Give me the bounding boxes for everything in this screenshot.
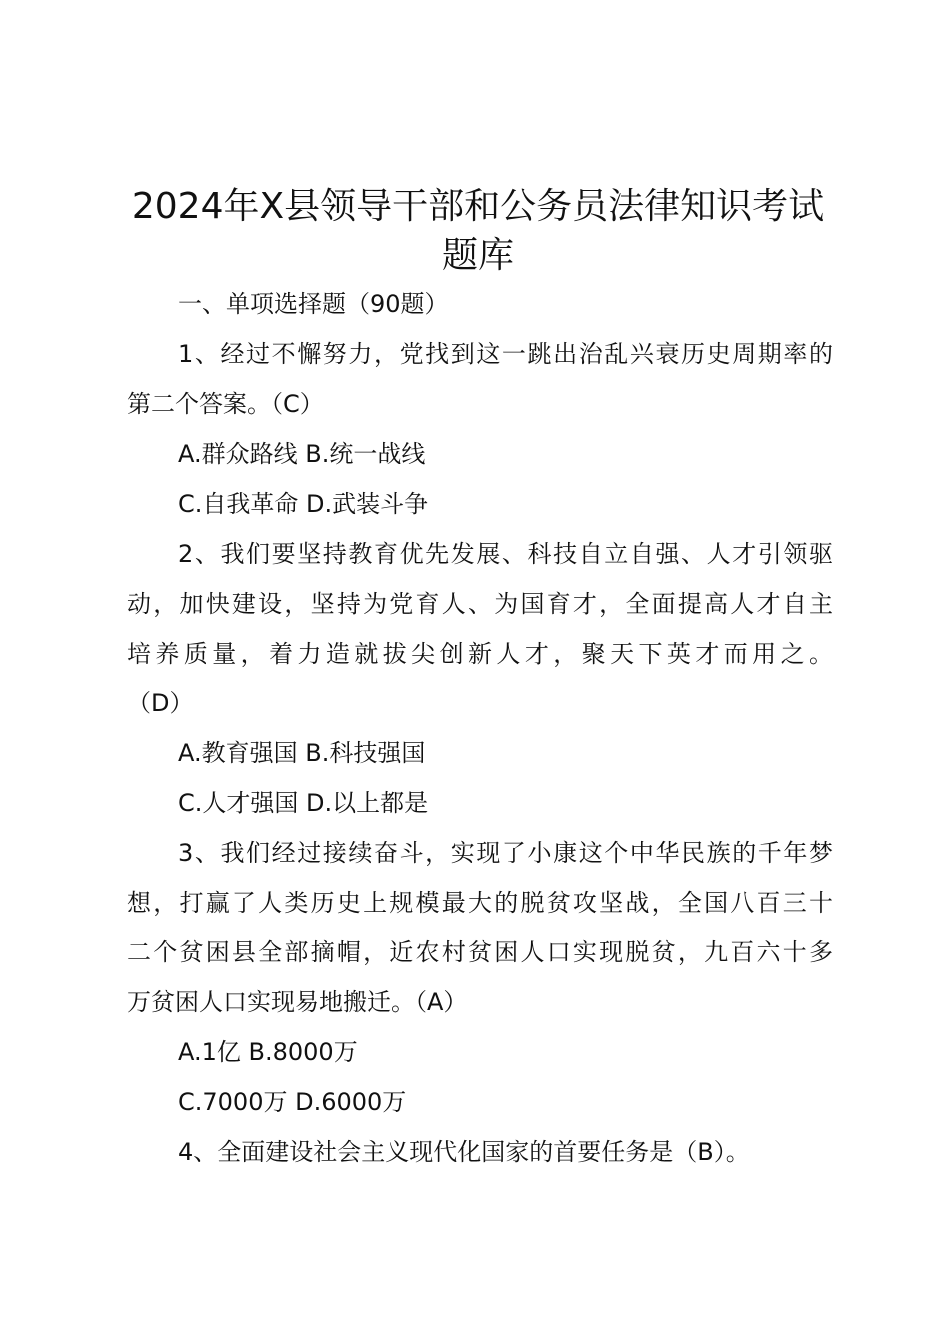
question-3-line-2: 想，打赢了人类历史上规模最大的脱贫攻坚战，全国八百三十 bbox=[127, 889, 833, 917]
question-1-options-cd: C.自我革命 D.武装斗争 bbox=[178, 490, 429, 518]
question-1-options-ab: A.群众路线 B.统一战线 bbox=[178, 440, 426, 468]
question-2-options-cd: C.人才强国 D.以上都是 bbox=[178, 789, 429, 817]
document-title-line-2: 题库 bbox=[441, 235, 514, 276]
question-3-line-1: 3、我们经过接续奋斗，实现了小康这个中华民族的千年梦 bbox=[178, 839, 833, 867]
question-2-options-ab: A.教育强国 B.科技强国 bbox=[178, 739, 426, 767]
question-1-line-1: 1、经过不懈努力，党找到这一跳出治乱兴衰历史周期率的 bbox=[178, 340, 833, 368]
question-2-line-4: （D） bbox=[127, 689, 194, 717]
question-3-line-4: 万贫困人口实现易地搬迁。（A） bbox=[127, 988, 468, 1016]
section-heading: 一、单项选择题（90题） bbox=[178, 290, 449, 318]
question-2-line-3: 培养质量，着力造就拔尖创新人才，聚天下英才而用之。 bbox=[127, 640, 833, 668]
question-3-options-ab: A.1亿 B.8000万 bbox=[178, 1038, 358, 1066]
question-3-options-cd: C.7000万 D.6000万 bbox=[178, 1088, 407, 1116]
question-4-line-1: 4、全面建设社会主义现代化国家的首要任务是（B）。 bbox=[178, 1138, 750, 1166]
question-1-line-2: 第二个答案。（C） bbox=[127, 390, 324, 418]
question-2-line-2: 动，加快建设，坚持为党育人、为国育才，全面提高人才自主 bbox=[127, 590, 833, 618]
question-2-line-1: 2、我们要坚持教育优先发展、科技自立自强、人才引领驱 bbox=[178, 540, 833, 568]
document-title-line-1: 2024年X县领导干部和公务员法律知识考试 bbox=[131, 186, 825, 227]
question-3-line-3: 二个贫困县全部摘帽，近农村贫困人口实现脱贫，九百六十多 bbox=[127, 938, 833, 966]
